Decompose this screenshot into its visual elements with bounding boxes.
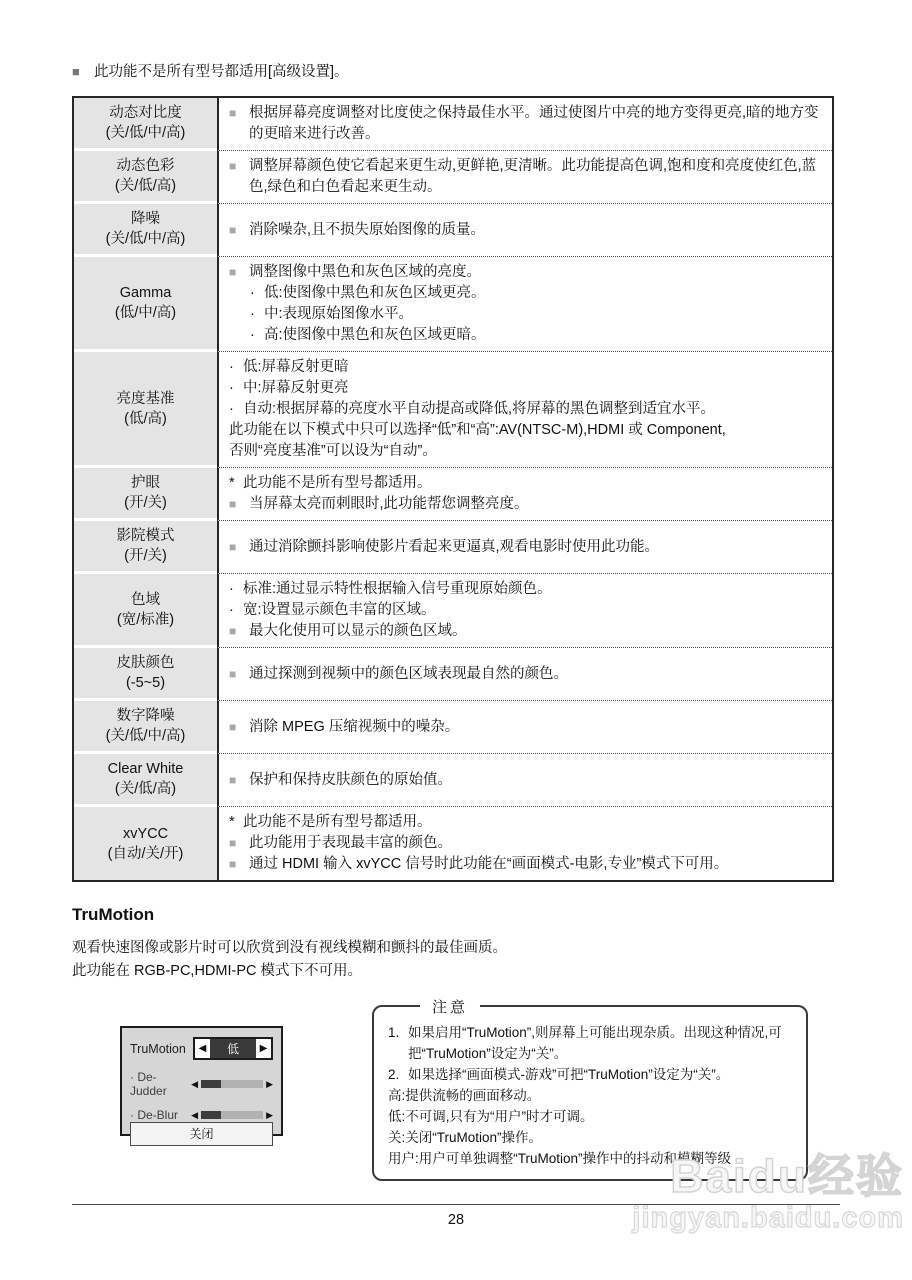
dot-bullet-icon: · <box>229 401 234 417</box>
desc-line: 消除 MPEG 压缩视频中的噪杂。 <box>249 718 460 735</box>
note-line: 高:提供流畅的画面移动。 <box>388 1088 541 1103</box>
setting-desc-cell <box>217 574 832 648</box>
asterisk-icon: * <box>229 475 235 491</box>
slider-fill <box>201 1111 221 1119</box>
square-bullet-icon: ■ <box>229 719 237 734</box>
table-row <box>74 807 832 880</box>
table-row <box>74 204 832 257</box>
desc-line: 通过探测到视频中的颜色区域表现最自然的颜色。 <box>249 665 568 682</box>
setting-desc-cell <box>217 754 832 807</box>
setting-options: (自动/关/开) <box>107 845 184 862</box>
square-bullet-icon: ■ <box>229 222 237 237</box>
desc-line: 此功能不是所有型号都适用。 <box>243 475 432 491</box>
desc-line: 高:使图像中黑色和灰色区域更暗。 <box>264 327 486 343</box>
dot-bullet-icon: · <box>250 306 255 322</box>
setting-name: 动态对比度 <box>109 105 182 121</box>
desc-line: 否则“亮度基准”可以设为“自动”。 <box>229 443 437 459</box>
square-bullet-icon: ■ <box>229 624 237 638</box>
setting-name: 降噪 <box>131 211 160 227</box>
square-bullet-icon: ■ <box>229 265 237 279</box>
square-bullet-icon: ■ <box>229 836 237 850</box>
desc-line: 标准:通过显示特性根据输入信号重现原始颜色。 <box>243 581 552 597</box>
trumotion-heading: TruMotion <box>72 905 155 924</box>
page-number: 28 <box>447 1212 465 1228</box>
deblur-row <box>130 1108 273 1122</box>
square-bullet-icon: ■ <box>229 772 237 787</box>
trumotion-desc-1: 观看快速图像或影片时可以欣赏到没有视线模糊和颤抖的最佳画质。 <box>72 940 507 956</box>
setting-name: 数字降噪 <box>116 708 175 724</box>
desc-line: 此功能不是所有型号都适用。 <box>243 814 432 830</box>
left-arrow-icon: ◀ <box>198 1043 207 1054</box>
dejudder-slider <box>201 1080 263 1088</box>
note-title: 注意 <box>420 996 480 1017</box>
left-arrow-icon: ◀ <box>191 1079 199 1089</box>
note-line: 关:关闭“TruMotion”操作。 <box>388 1130 543 1145</box>
dot-bullet-icon: · <box>229 602 234 618</box>
desc-line: 调整图像中黑色和灰色区域的亮度。 <box>249 264 481 280</box>
advanced-settings-note-text: 此功能不是所有型号都适用[高级设置]。 <box>94 64 349 80</box>
desc-line: 此功能用于表现最丰富的颜色。 <box>249 835 452 851</box>
setting-options: (关/低/中/高) <box>105 728 186 744</box>
baidu-logo-text: Baidu经验 <box>670 1150 904 1202</box>
setting-name-cell <box>74 807 217 880</box>
setting-options: (开/关) <box>124 495 167 511</box>
square-bullet-icon: ■ <box>229 539 237 554</box>
setting-name: 护眼 <box>131 475 160 491</box>
picture-settings-table <box>72 96 834 882</box>
desc-line: 低:屏幕反射更暗 <box>243 359 349 375</box>
panel-title: TruMotion <box>130 1041 186 1056</box>
setting-name: 动态色彩 <box>116 158 175 174</box>
setting-name: 亮度基准 <box>116 390 175 407</box>
desc-line: 最大化使用可以显示的颜色区域。 <box>249 623 467 639</box>
setting-desc-cell <box>217 204 832 257</box>
setting-name: 影院模式 <box>116 528 175 544</box>
setting-name: xvYCC <box>122 825 169 842</box>
note-box <box>372 999 808 1181</box>
setting-name-cell <box>74 648 217 701</box>
setting-name-cell <box>74 352 217 468</box>
table-row <box>74 754 832 807</box>
right-arrow-icon: ▶ <box>259 1043 268 1054</box>
setting-name: Gamma <box>119 285 172 301</box>
setting-desc-cell <box>217 807 832 880</box>
dejudder-label: · De-Judder <box>130 1070 167 1098</box>
dot-bullet-icon: · <box>229 380 234 396</box>
dot-bullet-icon: · <box>250 327 255 343</box>
dot-bullet-icon: · <box>229 359 234 375</box>
desc-line: 此功能在以下模式中只可以选择“低”和“高”:AV(NTSC-M),HDMI 或 Component, <box>229 422 726 438</box>
desc-line: 通过消除颤抖影响使影片看起来更逼真,观看电影时使用此功能。 <box>249 538 660 555</box>
setting-options: (关/低/中/高) <box>105 231 186 247</box>
trumotion-desc-2: 此功能在 RGB-PC,HDMI-PC 模式下不可用。 <box>72 963 362 979</box>
square-bullet-icon: ■ <box>229 106 237 120</box>
table-row <box>74 648 832 701</box>
value-selector <box>193 1037 273 1060</box>
table-row <box>74 521 832 574</box>
setting-name-cell <box>74 204 217 257</box>
square-bullet-icon: ■ <box>229 497 237 511</box>
setting-desc-cell <box>217 521 832 574</box>
square-bullet-icon: ■ <box>229 857 237 871</box>
desc-line: 宽:设置显示颜色丰富的区域。 <box>243 602 436 618</box>
desc-line: 中:表现原始图像水平。 <box>264 306 414 322</box>
setting-options: (-5~5) <box>125 675 166 691</box>
setting-desc-cell <box>217 701 832 754</box>
left-arrow-icon: ◀ <box>191 1110 199 1120</box>
dot-bullet-icon: · <box>229 581 234 597</box>
slider-fill <box>201 1080 221 1088</box>
list-number: 2. <box>388 1067 400 1082</box>
square-bullet-icon: ■ <box>72 64 80 79</box>
dot-bullet-icon: · <box>250 285 255 301</box>
setting-name-cell <box>74 468 217 521</box>
note-line: 如果选择“画面模式-游戏”可把“TruMotion”设定为“关”。 <box>408 1067 730 1082</box>
setting-name-cell <box>74 701 217 754</box>
advanced-settings-note <box>72 62 349 82</box>
right-arrow-icon: ▶ <box>266 1110 273 1120</box>
table-row <box>74 151 832 204</box>
desc-line: 中:屏幕反射更亮 <box>243 380 349 396</box>
desc-line: 根据屏幕亮度调整对比度使之保持最佳水平。通过使图片中亮的地方变得更亮,暗的地方变的更暗来进行改善。 <box>249 105 819 142</box>
square-bullet-icon: ■ <box>229 666 237 681</box>
deblur-slider <box>201 1111 263 1119</box>
footer-divider <box>72 1204 840 1205</box>
note-line: 如果启用“TruMotion”,则屏幕上可能出现杂质。出现这种情况,可把“TruMotion”设定为“关”。 <box>408 1025 782 1061</box>
setting-options: (关/低/中/高) <box>105 125 186 141</box>
setting-options: (开/关) <box>124 548 167 564</box>
setting-name-cell <box>74 98 217 151</box>
table-row <box>74 98 832 151</box>
right-arrow-icon: ▶ <box>266 1079 273 1089</box>
close-button: 关闭 <box>130 1122 273 1146</box>
table-row <box>74 574 832 648</box>
table-row <box>74 257 832 352</box>
setting-options: (关/低/高) <box>114 178 177 194</box>
setting-desc-cell <box>217 98 832 151</box>
setting-desc-cell <box>217 352 832 468</box>
setting-name-cell <box>74 754 217 807</box>
setting-desc-cell <box>217 257 832 352</box>
setting-options: (低/中/高) <box>114 305 177 321</box>
list-number: 1. <box>388 1025 400 1040</box>
setting-options: (低/高) <box>124 410 167 427</box>
table-row <box>74 468 832 521</box>
desc-line: 调整屏幕颜色使它看起来更生动,更鲜艳,更清晰。此功能提高色调,饱和度和亮度使红色,蓝色,绿色和白色看起来更生动。 <box>249 158 817 195</box>
setting-options: (宽/标准) <box>116 611 175 628</box>
table-row <box>74 701 832 754</box>
setting-name-cell <box>74 151 217 204</box>
baidu-url-text: jingyan.baidu.com <box>632 1202 904 1234</box>
setting-name: 皮肤颜色 <box>116 655 175 671</box>
setting-options: (关/低/高) <box>114 781 177 797</box>
trumotion-panel-image <box>120 1026 283 1141</box>
setting-name: 色域 <box>131 591 160 608</box>
setting-name-cell <box>74 574 217 648</box>
desc-line: 低:使图像中黑色和灰色区域更亮。 <box>264 285 486 301</box>
setting-desc-cell <box>217 648 832 701</box>
setting-name-cell <box>74 257 217 352</box>
asterisk-icon: * <box>229 814 235 830</box>
desc-line: 当屏幕太亮而刺眼时,此功能帮您调整亮度。 <box>249 496 529 512</box>
setting-desc-cell <box>217 468 832 521</box>
deblur-label: · De-Blur <box>130 1108 179 1122</box>
square-bullet-icon: ■ <box>229 159 237 173</box>
desc-line: 自动:根据屏幕的亮度水平自动提高或降低,将屏幕的黑色调整到适宜水平。 <box>243 401 716 417</box>
desc-line: 通过 HDMI 输入 xvYCC 信号时此功能在“画面模式-电影,专业”模式下可用。 <box>249 856 729 872</box>
desc-line: 保护和保持皮肤颜色的原始值。 <box>249 771 452 788</box>
table-row <box>74 352 832 468</box>
selected-value: 低 <box>210 1039 256 1058</box>
setting-name-cell <box>74 521 217 574</box>
note-line: 用户:用户可单独调整“TruMotion”操作中的抖动和模糊等级 <box>388 1151 732 1166</box>
setting-desc-cell <box>217 151 832 204</box>
desc-line: 消除噪杂,且不损失原始图像的质量。 <box>249 221 486 238</box>
note-line: 低:不可调,只有为“用户”时才可调。 <box>388 1109 594 1124</box>
dejudder-row <box>130 1070 273 1098</box>
setting-name: Clear White <box>107 761 184 777</box>
